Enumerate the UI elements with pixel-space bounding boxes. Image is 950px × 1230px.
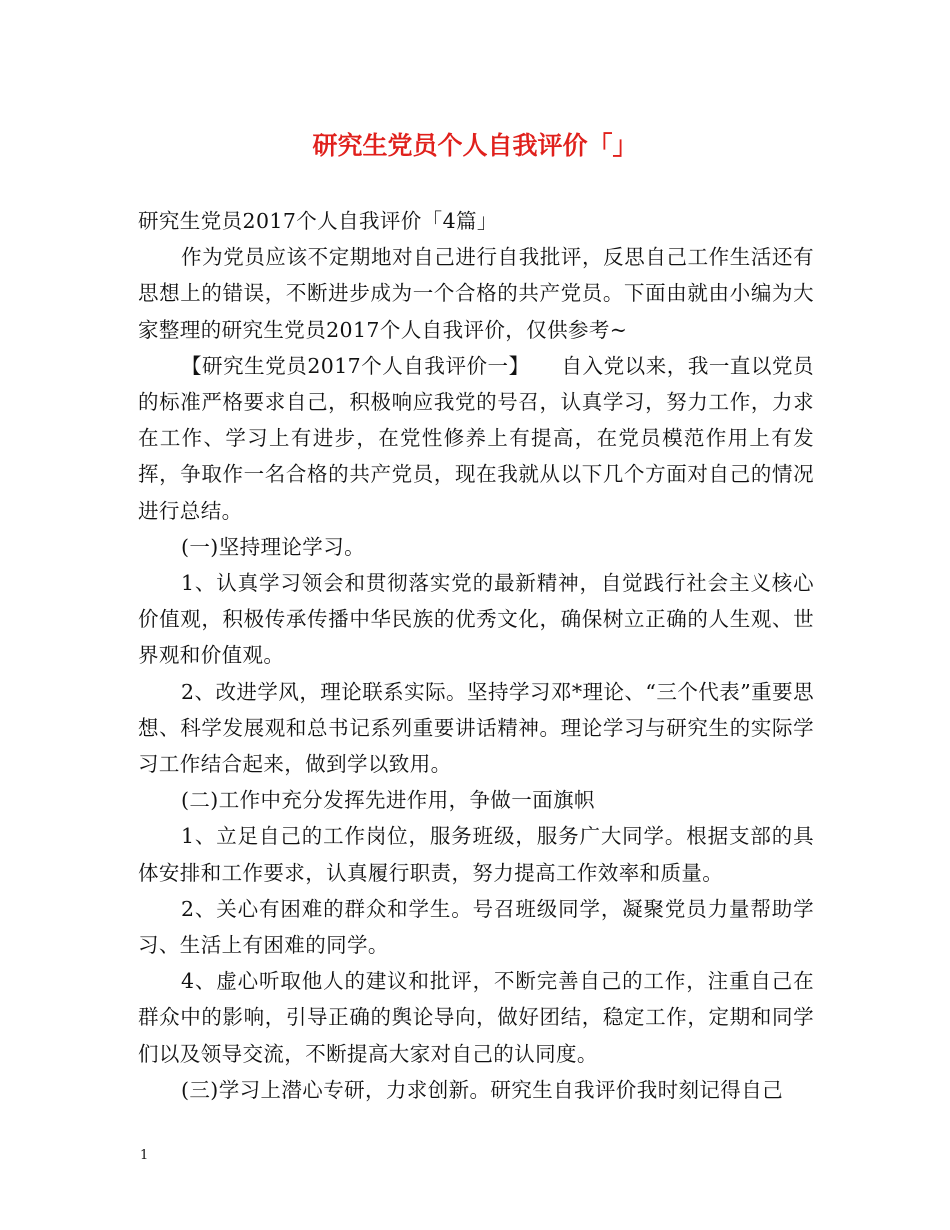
document-subtitle: 研究生党员2017个人自我评价「4篇」 [138,209,498,233]
section-heading-theory-study: (一)坚持理论学习。 [181,534,365,559]
paragraph-intro: 作为党员应该不定期地对自己进行自我批评，反思自己工作生活还有思想上的错误，不断进步成为一个合格的共产党员。下面由就由小编为大家整理的研究生党员2017个人自我评价，仅供参考~ [138,245,814,342]
page-number: 1 [140,1148,149,1163]
paragraph-evaluation-one: 【研究生党员2017个人自我评价一】 自入党以来，我一直以党员的标准严格要求自己，积极响应我党的号召，认真学习，努力工作，力求在工作、学习上有进步，在党性修养上有提高，在党员模范作用上有发挥，争取作一名合格的共产党员，现在我就从以下几个方面对自己的情况进行总结。 [138,353,814,523]
document-body [138,203,814,1108]
paragraph-work-item-2: 2、关心有困难的群众和学生。号召班级同学，凝聚党员力量帮助学习、生活上有困难的同学。 [138,896,814,958]
section-heading-work-role: (二)工作中充分发挥先进作用，争做一面旗帜 [181,788,595,813]
section-heading-study-research: (三)学习上潜心专研，力求创新。研究生自我评价我时刻记得自己 [181,1077,783,1102]
paragraph-theory-item-2: 2、改进学风，理论联系实际。坚持学习邓*理论、“三个代表”重要思想、科学发展观和总书记系列重要讲话精神。理论学习与研究生的实际学习工作结合起来，做到学以致用。 [138,679,814,777]
paragraph-work-item-1: 1、立足自己的工作岗位，服务班级，服务广大同学。根据支部的具体安排和工作要求，认真履行职责，努力提高工作效率和质量。 [138,824,814,885]
document-title: 研究生党员个人自我评价「」 [312,131,638,160]
paragraph-work-item-4: 4、虚心听取他人的建议和批评，不断完善自己的工作，注重自己在群众中的影响，引导正确的舆论导向，做好团结，稳定工作，定期和同学们以及领导交流，不断提高大家对自己的认同度。 [138,969,814,1066]
paragraph-theory-item-1: 1、认真学习领会和贯彻落实党的最新精神，自觉践行社会主义核心价值观，积极传承传播中华民族的优秀文化，确保树立正确的人生观、世界观和价值观。 [138,571,814,668]
